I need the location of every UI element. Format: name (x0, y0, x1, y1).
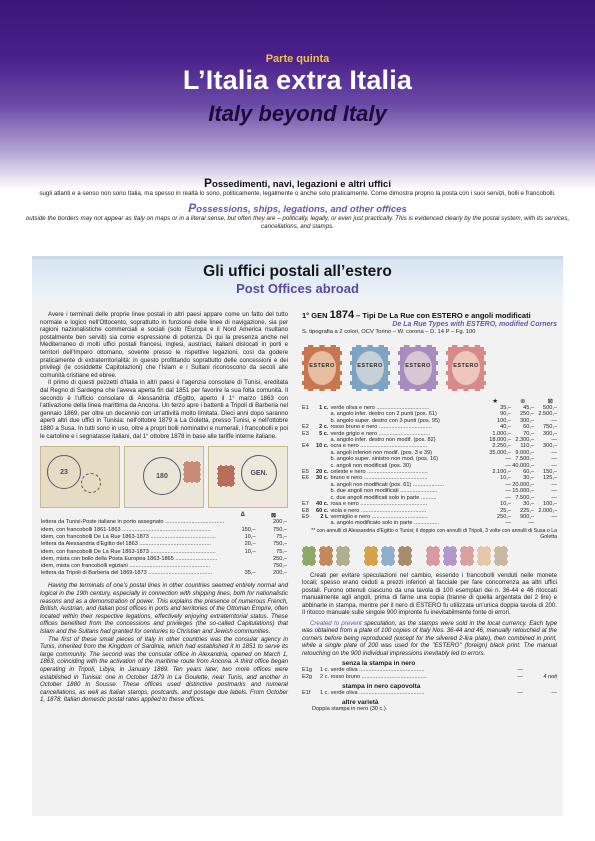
catalog-price-used: 60,– (523, 469, 534, 476)
catalog-price-used: 30,– (523, 475, 534, 482)
catalog-price-cover: — (551, 417, 557, 424)
catalog-value: 1 c. (319, 405, 329, 411)
variety-table-2 (302, 690, 557, 696)
stamp-icon (364, 546, 378, 566)
catalog-price-mint: 10,– (500, 501, 511, 508)
price-piece: 150,– (241, 526, 256, 533)
catalog-price-cover (534, 520, 557, 526)
catalog-desc: a. angolo infer. destro non modif. (pos. 82) (330, 437, 436, 444)
catalog-price-used: — (528, 520, 534, 527)
catalog-price-used: 30,– (523, 501, 534, 508)
catalog-price-cover: 100,– (543, 501, 557, 508)
catalog-price-used: 40.000,– (512, 462, 534, 469)
catalog-desc: rosso bruno e nero .................................. (330, 424, 432, 431)
stamp-icon: ESTERO (398, 345, 438, 391)
intro-heading-en: Possessions, ships, legations, and other offices (188, 201, 407, 215)
variety-price-1: — (517, 690, 523, 697)
catalog-price-used: 20.000,– (512, 481, 534, 488)
catalog-price-cover: 150,– (543, 469, 557, 476)
variety-price-2: 4 noti (543, 673, 557, 680)
variety-code: E1g (302, 667, 312, 674)
stamp-images (302, 345, 557, 391)
left-paragraph-3: Having the terminals of one's postal lines in other countries seemed entirely normal and logical in the 19th century, especially in connection with shipping lines, both for nationalistic reasons and as a demonstration of power. This explains the presence of numerous French, British, Austrian, and Italian post offices in ports and territories of the Ottoman Empire, often located within their respective legations, effectively enjoying extraterritorial status. These offices benefited from the concessions and privileges (the so-called Capitulations) that Islam and the Sultans had granted for centuries to Christian and Jewish communities. (40, 582, 288, 636)
cover-image-tripoli (208, 446, 288, 508)
catalog-price-cover: 500,– (543, 405, 557, 411)
right-paragraph-1: Creati per evitare speculazioni nel cambio, essendo i francobolli venduti nelle monete locali; spesso erano ceduti a prezzi inferiori al facciale per fare concorrenza aa altri uffici postali. Furono ottenuti ciascuno da una tavola di 100 esemplari dei n. 36-44 e 46 ritoccati manualmente agli angoli, prima di farne una copia (tranne di quella argentata del 2 lire) e abbinarle in stampa, mentre per il nero di ESTERO fu utilizzata un'unica doppia tavola di 200. Il ritocco manuale sulle singole 900 impronte fu inevitabilmente fonte di errori. (302, 571, 557, 617)
catalog-value: 30 c. (316, 475, 329, 482)
catalog-code: E1 (302, 405, 309, 411)
section-title-en: Post Offices abroad (236, 281, 359, 296)
stamp-icon (426, 546, 440, 566)
stamp-icon (381, 546, 395, 566)
catalog-value: 60 c. (316, 507, 329, 514)
mint-icon: ★ (492, 398, 499, 405)
catalog-price-cover: — (551, 488, 557, 495)
catalog-price-cover: — (551, 462, 557, 469)
catalog-desc: ocra e nero ........................................... (330, 443, 428, 450)
catalog-price-used: 2.300,– (515, 437, 534, 444)
catalog-value: 5 c. (319, 430, 329, 437)
stamp-icon (477, 546, 491, 566)
stamp-icon (302, 546, 316, 566)
catalog-subtitle: De La Rue Types with ESTERO, modified Corners (392, 321, 557, 328)
stamp-icon: ESTERO (350, 345, 390, 391)
stamp-icon (336, 546, 350, 566)
catalog-price-cover: 750,– (543, 424, 557, 431)
price-cover: 750,– (273, 563, 287, 570)
catalog-row (302, 520, 557, 526)
catalog-price-mint: — (505, 462, 511, 469)
right-paragraph-2: Created to prevent speculation, as the stamps were sold in the local currency. Each type was obtained from a plate of 100 copies of Italy Nos. 36-44 and 46, manually retouched at the corners before being reproduced (except for the silvered 2-lira plate), then combined in print, while a single plate of 200 was used for the "ESTERO" (foreign) black print. The manual retouching on the 900 individual impressions inevitably led to errors. (302, 619, 557, 657)
price-cover: 250,– (273, 555, 287, 562)
variety-price-2: — (551, 690, 557, 697)
postmark-icon: 23 (47, 455, 81, 489)
stamp-icon (183, 461, 201, 483)
catalog-desc: b. angolo super. sinistro non mod. (pos. 16) (330, 456, 439, 463)
catalog-price-cover: — (551, 437, 557, 444)
price-label: lettera da Alessandria d'Egitto del 1863 .............................................. (41, 541, 211, 548)
catalog-price-used: 15.000,– (512, 488, 534, 495)
catalog-price-mint: 25,– (500, 507, 511, 514)
page-title: L’Italia extra Italia (182, 65, 413, 95)
catalog-desc: a. angoli inferiori non modif. (pos. 3 e 39) (330, 449, 433, 456)
catalog-price-cover: — (551, 494, 557, 501)
catalog-value (316, 520, 330, 526)
variety-row (302, 674, 557, 680)
price-row (40, 534, 288, 541)
cover-image-tunis (40, 446, 120, 508)
variety-code: E2g (302, 673, 312, 680)
variety-heading-2: stampa in nero capovolta (342, 683, 421, 691)
price-piece: 10,– (244, 533, 256, 540)
catalog-price-used: 900,– (520, 513, 534, 520)
catalog-price-mint: 35.000,– (489, 449, 511, 456)
variety-text-3: Doppia stampa in nero (30 c.). (312, 706, 388, 713)
stamp-icon: ESTERO (446, 345, 486, 391)
catalog-row (302, 488, 557, 494)
catalog-desc: a. angolo modificato solo in parte ................ (330, 520, 439, 527)
catalog-price-mint: 250,– (497, 513, 511, 520)
price-cover: 200,– (273, 570, 287, 577)
price-cover: 750,– (273, 541, 287, 548)
price-label: idem, con francobolli 1861-1863 ......................................................... (41, 526, 211, 533)
variety-desc: 2 c. rosso bruno .......................................... (320, 673, 427, 680)
variety-desc: 1 c. verde oliva .......................................... (320, 667, 425, 674)
catalog-desc: vermiglio e nero .................................... (330, 513, 428, 520)
intro-text-it: sugli atlanti e a senso non sono Italia, ma spesso in realtà lo sono, politicamente, legalmente o anche solo praticamente. Come dimostra proprio la posta con i suoi servizi, bolli e francobolli. (39, 190, 556, 197)
catalog-price-cover: 300,– (543, 430, 557, 437)
catalog-value: 2 c. (319, 424, 329, 431)
price-row (40, 541, 288, 548)
variety-code: E1f (302, 690, 311, 697)
left-column (40, 311, 288, 704)
price-cover: 750,– (273, 526, 287, 533)
catalog-price-mint: 2.250,– (492, 443, 511, 450)
variety-heading-3: altre varietà (342, 699, 379, 707)
stamp-icon (217, 465, 235, 487)
catalog-price-cover: 125,– (543, 475, 557, 482)
price-row (40, 526, 288, 533)
catalog-price-cover: — (551, 456, 557, 463)
price-row (40, 519, 288, 526)
catalog-value: 10 c. (316, 443, 329, 450)
price-piece: 10,– (244, 548, 256, 555)
catalog-desc: b. angolo super. destro con 3 punti (pos. 95) (330, 417, 440, 424)
price-piece: 20,– (244, 541, 256, 548)
used-icon: ⊛ (520, 398, 526, 405)
catalog-price-mint: 90,– (500, 411, 511, 418)
variety-row (302, 690, 557, 696)
intro-text-en: outside the borders may not appear as Italy on maps or in a literal sense, but often they are – politically, legally, or even just practically. This is evidenced clearly by the postal system, with its services, cancellations, and stamps. (25, 215, 570, 230)
catalog-code: E6 (302, 475, 309, 482)
price-label: idem, mista con bollo della Posta Europea 1863-1865 ........................... (41, 555, 218, 562)
catalog-price-cover: — (551, 513, 557, 520)
catalog-price-mint: — (505, 481, 511, 488)
catalog-price-used: 60,– (523, 424, 534, 431)
price-piece: 35,– (244, 570, 256, 577)
catalog-price-used: 225,– (520, 507, 534, 514)
catalog-value: 20 c. (316, 469, 329, 476)
variety-table-1 (302, 667, 557, 680)
catalog-desc: c. angoli non modificati (pos. 30) (330, 462, 411, 469)
catalog-code: E5 (302, 469, 309, 476)
catalog-desc: a. angoli non modificati (pos. 61) .................... (330, 481, 444, 488)
postmark-icon: GEN. (241, 455, 277, 491)
catalog-desc: verde oliva e nero .................................. (330, 405, 430, 411)
price-row (40, 563, 288, 570)
price-list (40, 519, 288, 577)
catalog-price-mint: 100,– (497, 417, 511, 424)
catalog-value: 2 L (320, 513, 329, 520)
stamp-strip (302, 545, 557, 567)
header-band (0, 0, 595, 190)
price-headers (40, 512, 288, 519)
catalog-value: 40 c. (316, 501, 329, 508)
price-piece (225, 563, 256, 570)
intro (20, 176, 575, 231)
price-cover: 200,– (273, 519, 287, 526)
catalog-price-mint: 10,– (500, 475, 511, 482)
catalog-price-used: 45,– (523, 405, 534, 411)
stamp-icon: ESTERO (302, 345, 342, 391)
price-row (40, 548, 288, 555)
intro-heading-it: Possedimenti, navi, legazioni e altri uffici (204, 176, 391, 190)
catalog-price-cover: 300,– (543, 443, 557, 450)
catalog-price-used: 110,– (520, 443, 534, 450)
section-title-it: Gli uffici postali all’estero (203, 263, 392, 280)
price-piece (225, 556, 256, 563)
catalog-price-cover: — (551, 481, 557, 488)
price-label: lettera da Tripoli di Barberia del 1869-1873 ......................................... (41, 570, 212, 577)
catalog-title: 1° GEN 1874 – Tipi De La Rue con ESTERO e angoli modificati (302, 309, 531, 321)
price-piece (225, 519, 256, 526)
page-subtitle: Italy beyond Italy (208, 101, 387, 126)
catalog-desc: viola e nero .......................................... (330, 507, 427, 514)
catalog-price-mint: 40,– (500, 424, 511, 431)
catalog-price-mint: 1.000,– (492, 430, 511, 437)
left-paragraph-2: Il primo di questi pezzetti d'Italia in altri paesi è l'agenzia consolare di Tunisi, ereditata dal Regno di Sardegna che l'aveva aperta fin dal 1851 per favorire la sua folta comunità. Il secondo è l'ufficio consolare di Alessandria d'Egitto, aperto il 1° marzo 1863 con l'attivazione della linea marittima da Ancona. Un terzo apre i battenti a Tripoli di Barberia nel gennaio 1869, per oltre un decennio con un'attività molto limitata. Dieci anni dopo saranno aperti altri due uffici in Tunisia: nell'ottobre 1879 a La Goletta, presso Tunisi, e nell'ottobre 1880 a Susa. In tutti sono in uso, oltre a propri bolli nominativi e numerali, i francobolli e poi le cartoline e i segnatasse italiani, dal 1° ottobre 1878 in base alle tariffe interne italiane. (40, 379, 288, 440)
catalog-price-cover: 2.500,– (538, 411, 557, 418)
variety-price-1: — (517, 673, 523, 680)
price-row (40, 570, 288, 577)
right-column (302, 309, 557, 712)
left-paragraph-1: Avere i terminali delle proprie linee postali in altri paesi appare come un fatto del tutto normale e logico nell'Ottocento, soprattutto in funzione delle linee di navigazione, sia per ragioni nazionalistiche commerciali e sociali (solo l'Europa e il Nord America risultano postalmente ben serviti) sia come espressione di potenza. Di qui la presenza anche nel Mediterraneo di molti uffici postali francesi, inglesi, austriaci, italiani dislocati in porti e territori dell'Impero ottomano, sovente presso le rispettive legazioni, così da godere praticamente di extraterritorialità: in questo profittando soprattutto delle concessioni e dei privilegi (le cosiddette Capitolazioni) che l'Islam e i Sultani riconoscono da secoli alle comunità cristiane ed ebree. (40, 311, 288, 379)
catalog-price-used: 300,– (520, 417, 534, 424)
catalog-desc: b. due angoli non modificati ........................ (330, 488, 438, 495)
cover-images (40, 446, 288, 508)
catalog-price-used: 250,– (520, 411, 534, 418)
cover-icon: ⊠ (547, 398, 553, 405)
price-label: idem, con francobolli De La Rue 1863-1873 .......................................... (41, 548, 216, 555)
catalog-price-mint: — (505, 456, 511, 463)
catalog-code: E3 (302, 430, 309, 437)
postmark-icon (81, 473, 101, 493)
catalog-price-mint: — (505, 488, 511, 495)
variety-heading-1: senza la stampa in nero (342, 660, 416, 668)
catalog-desc: rosa e nero ........................................... (330, 501, 428, 508)
stamp-icon (443, 546, 457, 566)
variety-desc: 1 c. verde oliva .......................................... (320, 690, 425, 697)
catalog-row (302, 456, 557, 462)
stamp-icon (319, 546, 333, 566)
left-paragraph-4: The first of these small pieces of Italy in other countries was the consular agency in Tunis, inherited from the Kingdom of Sardinia, which had established it in 1851 to serve its large community. The second was the consular office in Alexandria, opened on March 1, 1863, coinciding with the activation of the maritime route from Ancona. A third office began operating in Tripoli, Libya, in January 1869. Ten years later, two more offices were established in Tunisia: one in October 1879 in La Goulette, near Tunis, and another in October 1880 in Sousse. These offices used distinctive postmarks and numeral cancellations, as well as Italian stamps, postcards, and postage due labels. From October 1, 1878, Italian domestic postal rates applied to these offices. (40, 635, 288, 704)
catalog-price-mint: 2.100,– (492, 469, 511, 476)
catalog-headers (302, 397, 557, 405)
header-piece-icon: Δ (240, 512, 245, 519)
price-row (40, 556, 288, 563)
catalog-price-used: 9.000,– (515, 449, 534, 456)
postmark-icon: 180 (143, 457, 181, 495)
catalog-price-mint: 18.000,– (489, 437, 511, 444)
catalog-meta: S. tipografia a 2 colori, OCV Torino – W. corona – D. 14 P – Fg. 100 (302, 329, 476, 335)
catalog-code: E2 (302, 424, 309, 431)
price-cover: 75,– (276, 533, 287, 540)
catalog-price-mint: — (505, 520, 511, 527)
stamp-icon (398, 546, 412, 566)
catalog-desc: a. angolo infer. destro con 2 punti (pos. 61) (330, 411, 437, 418)
catalog-price-used: 7.500,– (515, 494, 534, 501)
price-label: idem, mista con francobolli egiziani .................................................... (41, 563, 211, 570)
catalog-price-used: 70,– (523, 430, 534, 437)
catalog-code (302, 520, 316, 526)
catalog-desc: verde grigio e nero ................................. (330, 430, 430, 437)
catalog-price-mint: 35,– (500, 405, 511, 411)
catalog-note: ** con annulli di Alessandria d'Egitto o Tunisi; il doppio con annulli di Tripoli, 3 volte con annulli di Susa o La Goletta (311, 527, 557, 540)
stamp-icon (460, 546, 474, 566)
catalog-desc: celeste e nero ....................................... (330, 469, 428, 476)
catalog-code: E4 (302, 443, 309, 450)
price-label: idem, con francobolli De La Rue 1863-1873 .......................................... (41, 533, 216, 540)
catalog-price-mint: — (505, 494, 511, 501)
cover-image-alexandria (124, 446, 204, 508)
catalog-code: E7 (302, 501, 309, 508)
price-label: lettera da Tunisi-Poste italiane in porto assegnato ...................................... (41, 519, 225, 526)
catalog-price-cover: — (551, 449, 557, 456)
catalog-code: E9 (302, 513, 309, 520)
catalog-table (302, 405, 557, 527)
catalog-desc: bruno e nero ......................................... (330, 475, 428, 482)
catalog-code: E8 (302, 507, 309, 514)
catalog-price-used: 7.500,– (515, 456, 534, 463)
catalog-desc: c. due angoli modificati solo in parte .......... (330, 494, 437, 501)
catalog-price-cover: 2.000,– (538, 507, 557, 514)
header-cover-icon: ⊠ (270, 513, 276, 520)
variety-price-1: — (517, 667, 523, 674)
section-heading (32, 259, 563, 299)
part-label: Parte quinta (265, 53, 330, 65)
section-panel (32, 256, 563, 816)
price-cover: 75,– (276, 548, 287, 555)
stamp-icon (494, 546, 508, 566)
